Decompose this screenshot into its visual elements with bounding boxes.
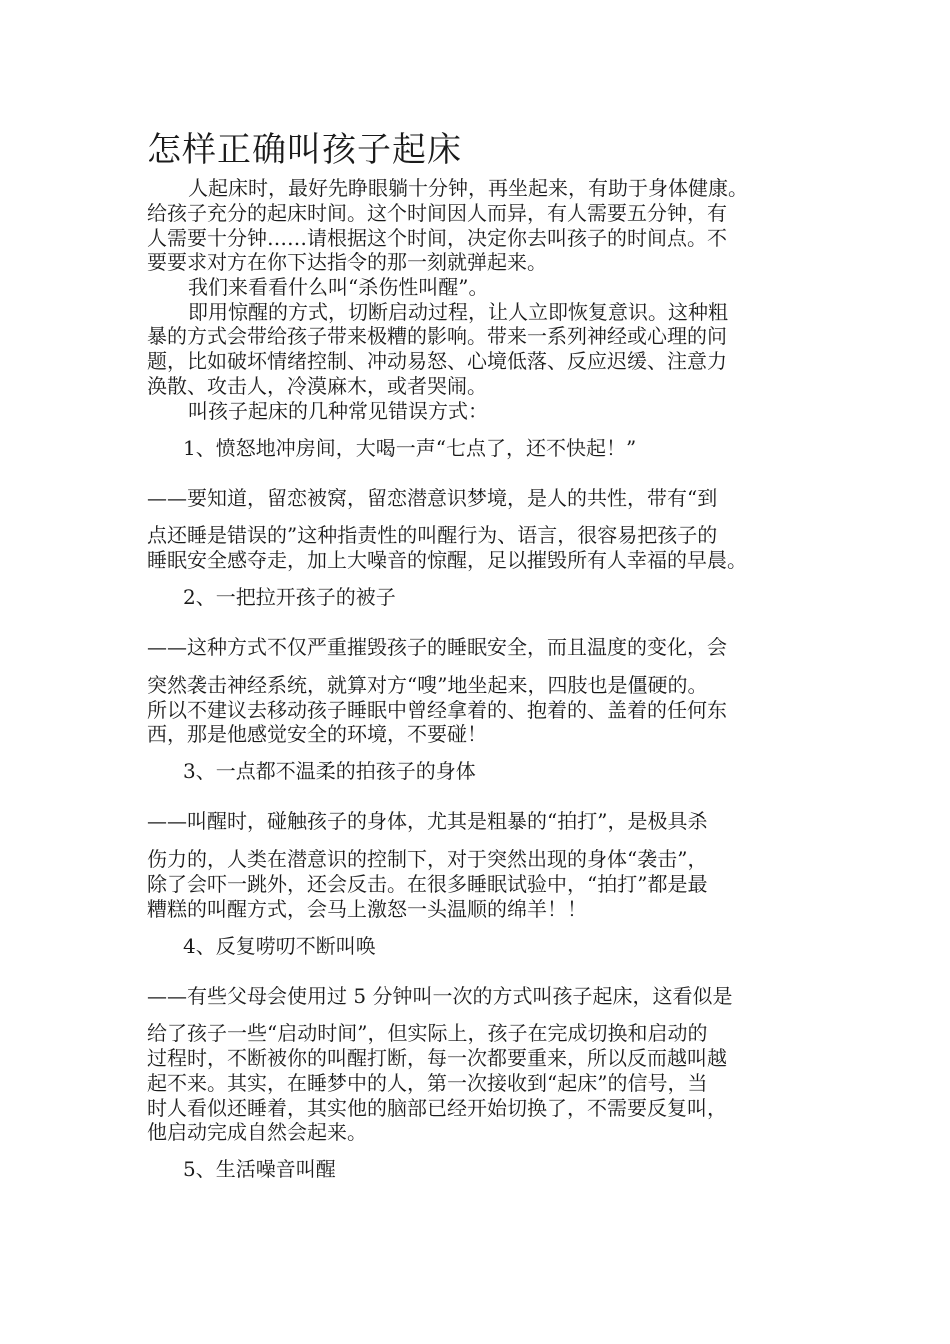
paragraph-line: 我们来看看什么叫“杀伤性叫醒”。 <box>188 275 489 299</box>
list-item-heading: 1、愤怒地冲房间，大喝一声“七点了，还不快起！” <box>183 436 637 460</box>
document-title: 怎样正确叫孩子起床 <box>147 130 462 170</box>
paragraph-line: 涣散、攻击人，冷漠麻木，或者哭闹。 <box>147 374 487 398</box>
list-item-heading: 2、一把拉开孩子的被子 <box>183 585 396 609</box>
list-item-heading: 4、反复唠叨不断叫唤 <box>183 934 376 958</box>
list-item-heading: 3、一点都不温柔的拍孩子的身体 <box>183 759 476 783</box>
paragraph-line: 糟糕的叫醒方式，会马上激怒一头温顺的绵羊！！ <box>147 897 587 921</box>
paragraph-line: ——有些父母会使用过 5 分钟叫一次的方式叫孩子起床，这看似是 <box>147 984 733 1008</box>
paragraph-line: 他启动完成自然会起来。 <box>147 1120 367 1144</box>
paragraph-line: 时人看似还睡着，其实他的脑部已经开始切换了，不需要反复叫， <box>147 1096 727 1120</box>
paragraph-line: 睡眠安全感夺走，加上大噪音的惊醒，足以摧毁所有人幸福的早晨。 <box>147 548 747 572</box>
paragraph-line: 点还睡是错误的”这种指责性的叫醒行为、语言，很容易把孩子的 <box>147 523 718 547</box>
paragraph-line: 要要求对方在你下达指令的那一刻就弹起来。 <box>147 250 547 274</box>
paragraph-line: 除了会吓一跳外，还会反击。在很多睡眠试验中，“拍打”都是最 <box>147 872 708 896</box>
paragraph-line: 西，那是他感觉安全的环境，不要碰！ <box>147 722 487 746</box>
paragraph-line: 给了孩子一些“启动时间”，但实际上，孩子在完成切换和启动的 <box>147 1021 708 1045</box>
paragraph-line: 过程时，不断被你的叫醒打断，每一次都要重来，所以反而越叫越 <box>147 1046 727 1070</box>
paragraph-line: 人起床时，最好先睁眼躺十分钟，再坐起来，有助于身体健康。 <box>188 176 748 200</box>
paragraph-line: 突然袭击神经系统，就算对方“嗖”地坐起来，四肢也是僵硬的。 <box>147 673 708 697</box>
paragraph-line: 叫孩子起床的几种常见错误方式： <box>188 399 488 423</box>
paragraph-line: 起不来。其实，在睡梦中的人，第一次接收到“起床”的信号，当 <box>147 1071 708 1095</box>
paragraph-line: ——叫醒时，碰触孩子的身体，尤其是粗暴的“拍打”，是极具杀 <box>147 809 708 833</box>
paragraph-line: 所以不建议去移动孩子睡眠中曾经拿着的、抱着的、盖着的任何东 <box>147 698 727 722</box>
paragraph-line: ——要知道，留恋被窝，留恋潜意识梦境，是人的共性，带有“到 <box>147 486 718 510</box>
paragraph-line: 人需要十分钟……请根据这个时间，决定你去叫孩子的时间点。不 <box>147 226 727 250</box>
paragraph-line: 伤力的，人类在潜意识的控制下，对于突然出现的身体“袭击”， <box>147 847 708 871</box>
list-item-heading: 5、生活噪音叫醒 <box>183 1157 336 1181</box>
paragraph-line: ——这种方式不仅严重摧毁孩子的睡眠安全，而且温度的变化，会 <box>147 635 727 659</box>
paragraph-line: 暴的方式会带给孩子带来极糟的影响。带来一系列神经或心理的问 <box>147 324 727 348</box>
paragraph-line: 即用惊醒的方式，切断启动过程，让人立即恢复意识。这种粗 <box>188 300 728 324</box>
paragraph-line: 题，比如破坏情绪控制、冲动易怒、心境低落、反应迟缓、注意力 <box>147 349 727 373</box>
paragraph-line: 给孩子充分的起床时间。这个时间因人而异，有人需要五分钟，有 <box>147 201 727 225</box>
